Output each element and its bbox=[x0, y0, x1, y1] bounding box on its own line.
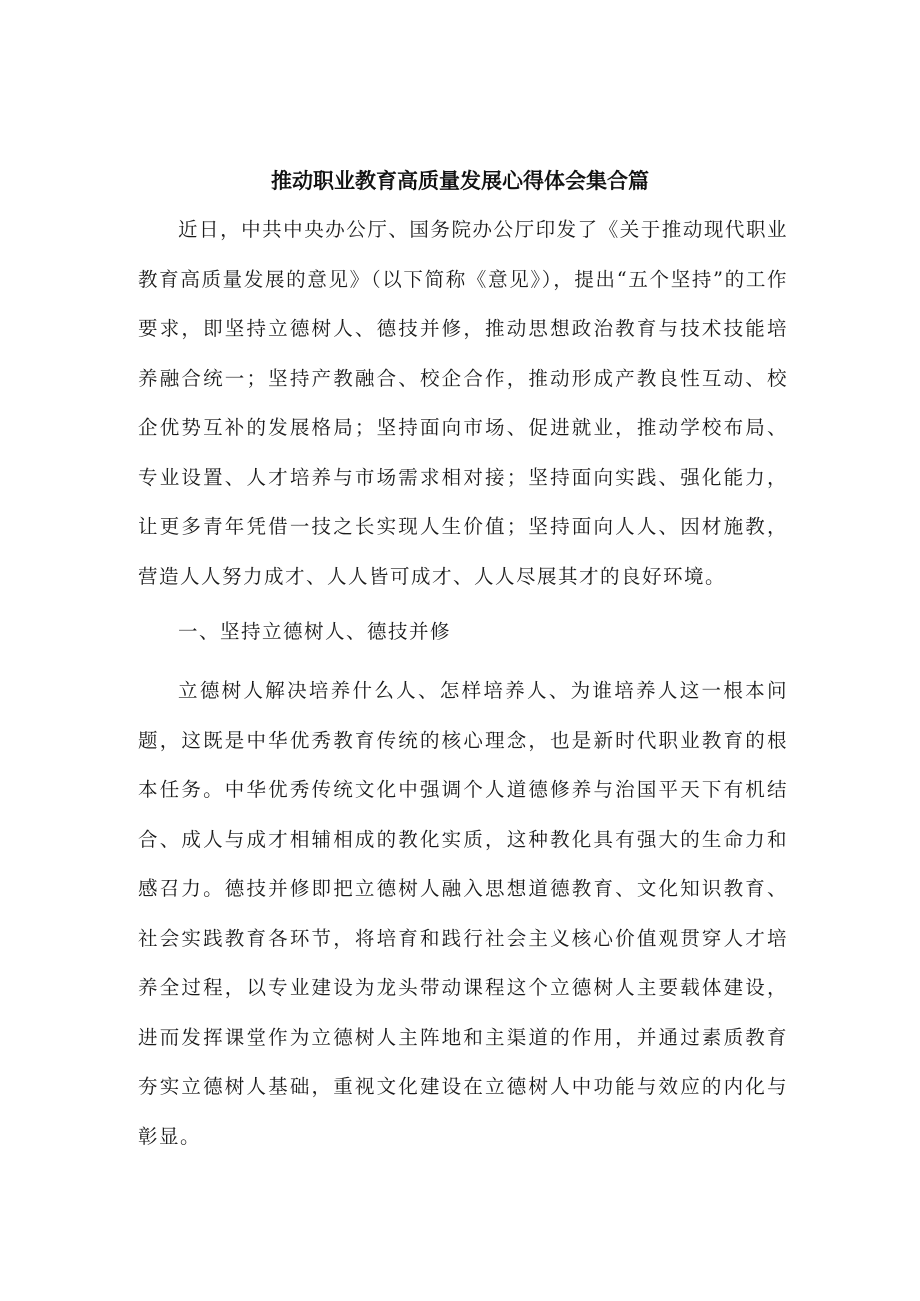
section-heading: 一、坚持立德树人、德技并修 bbox=[178, 620, 452, 643]
intro-paragraph: 近日，中共中央办公厅、国务院办公厅印发了《关于推动现代职业教育高质量发展的意见》（以下简称《意见》），提出“五个坚持”的工作要求，即坚持立德树人、德技并修，推动思想政治教育与技术技能培养融合统一；坚持产教融合、校企合作，推动形成产教良性互动、校企优势互补的发展格局；坚持面向市场、促进就业，推动学校布局、专业设置、人才培养与市场需求相对接；坚持面向实践、强化能力，让更多青年凭借一技之长实现人生价值；坚持面向人人、因材施教，营造人人努力成才、人人皆可成才、人人尽展其才的良好环境。 bbox=[138, 218, 788, 588]
section-body-paragraph: 立德树人解决培养什么人、怎样培养人、为谁培养人这一根本问题，这既是中华优秀教育传统的核心理念，也是新时代职业教育的根本任务。中华优秀传统文化中强调个人道德修养与治国平天下有机结合、成人与成才相辅相成的教化实质，这种教化具有强大的生命力和感召力。德技并修即把立德树人融入思想道德教育、文化知识教育、社会实践教育各环节，将培育和践行社会主义核心价值观贯穿人才培养全过程，以专业建设为龙头带动课程这个立德树人主要载体建设，进而发挥课堂作为立德树人主阵地和主渠道的作用，并通过素质教育夯实立德树人基础，重视文化建设在立德树人中功能与效应的内化与彰显。 bbox=[138, 679, 788, 1148]
document-title: 推动职业教育高质量发展心得体会集合篇 bbox=[271, 169, 649, 193]
